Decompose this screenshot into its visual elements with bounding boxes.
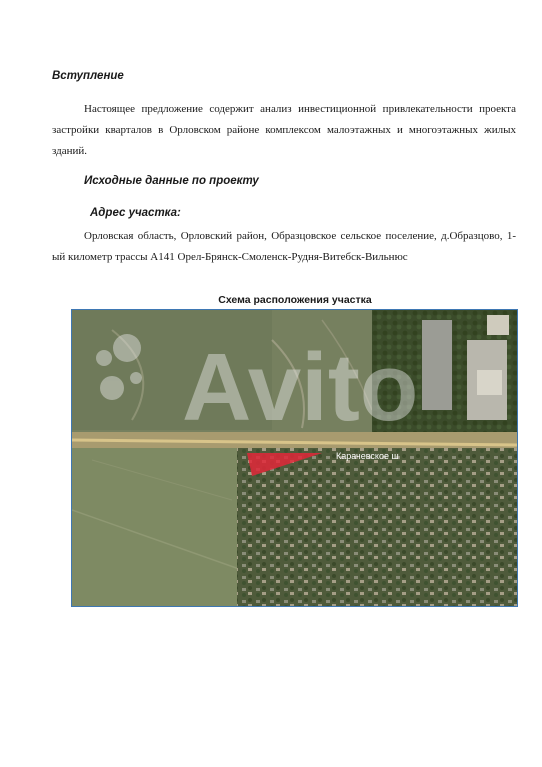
- satellite-map-image: [72, 310, 517, 606]
- intro-paragraph: Настоящее предложение содержит анализ инвестиционной привлекательности проекта застройки кварталов в Орловском районе комплексом малоэтажных и многоэтажных жилых зданий.: [52, 103, 516, 157]
- address-heading: Адрес участка:: [90, 207, 181, 219]
- intro-heading: Вступление: [52, 70, 124, 82]
- watermark-text: Avito: [182, 334, 419, 441]
- map-caption: Схема расположения участка: [218, 294, 372, 306]
- road-label: Карачевское ш: [336, 451, 399, 461]
- address-paragraph: Орловская область, Орловский район, Образцовское сельское поселение, д.Образцово, 1-ый километр трассы А141 Орел-Брянск-Смоленск-Рудня-Витебск-Вильнюс: [52, 230, 516, 263]
- initial-data-heading: Исходные данные по проекту: [84, 175, 259, 187]
- satellite-map: [71, 309, 518, 607]
